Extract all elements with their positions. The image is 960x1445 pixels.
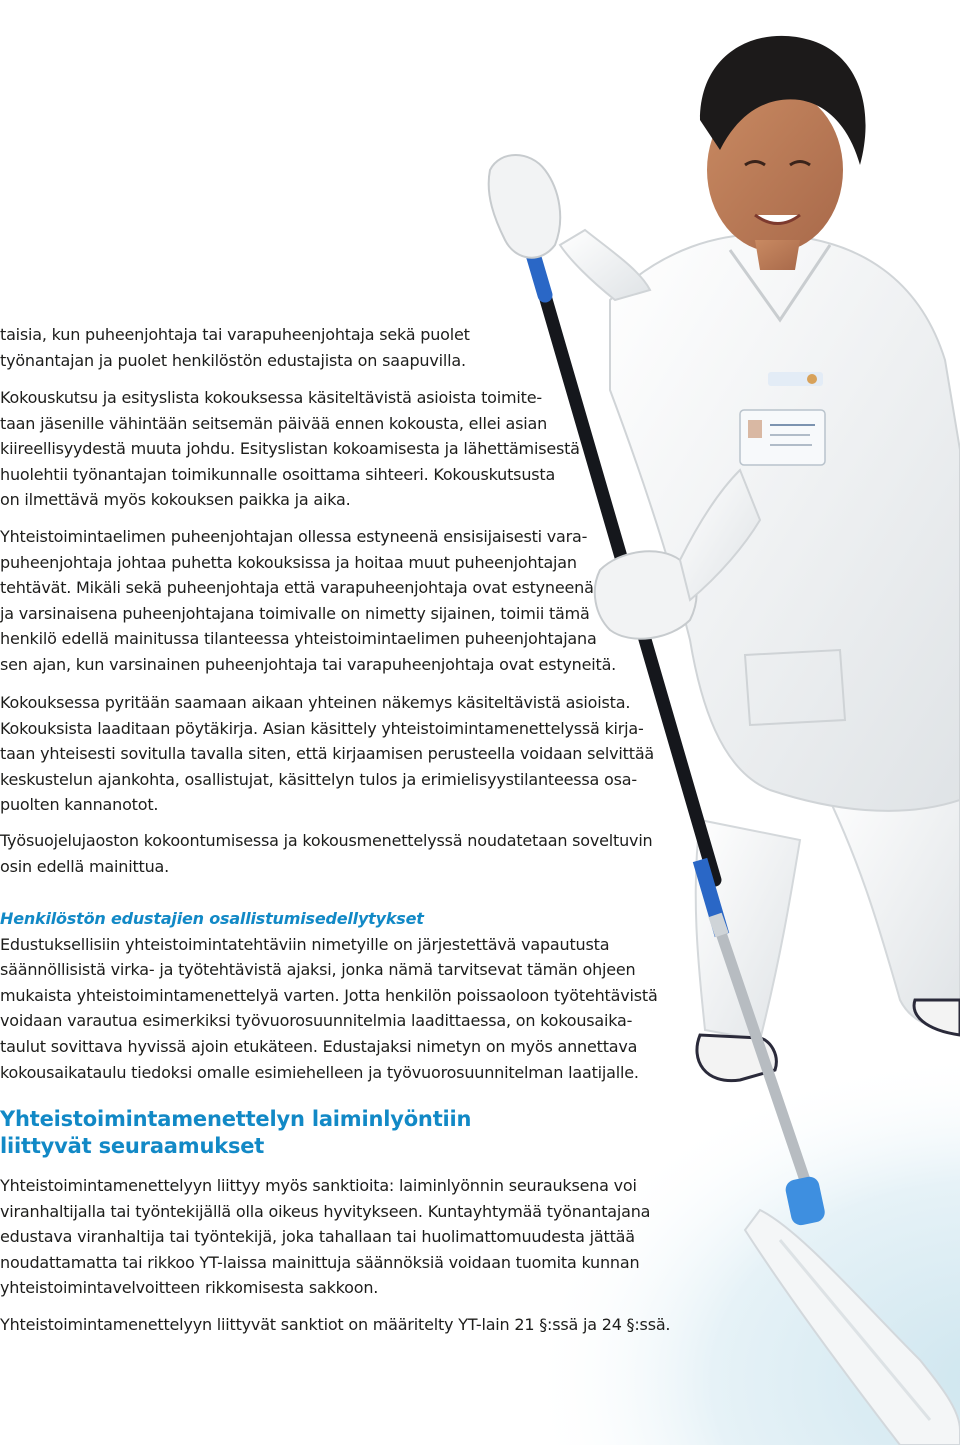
text-line: yhteistoimintavelvoitteen rikkomisesta sakkoon. <box>0 1278 379 1298</box>
text-line: taan yhteisesti sovitulla tavalla siten, että kirjaamisen perusteella voidaan selvittää <box>0 744 655 764</box>
text-line: edustava viranhaltija tai työntekijä, joka tahallaan tai huolimattomuudesta jättää <box>0 1227 635 1247</box>
text-line: Yhteistoimintamenettelyyn liittyvät sanktiot on määritelty YT-lain 21 §:ssä ja 24 §:ssä. <box>0 1315 671 1334</box>
text-line: Kokouskutsu ja esityslista kokouksessa käsiteltävistä asioista toimite- <box>0 388 542 407</box>
paragraph-4 <box>0 690 655 818</box>
text-line: henkilö edellä mainitussa tilanteessa yhteistoimintaelimen puheenjohtajana <box>0 629 597 649</box>
text-line: sen ajan, kun varsinainen puheenjohtaja tai varapuheenjohtaja ovat estyneitä. <box>0 654 617 674</box>
text-line: mukaista yhteistoimintamenettelyä varten. Jotta henkilön poissaoloon työtehtävistä <box>0 985 658 1005</box>
text-line: keskustelun ajankohta, osallistujat, käsittelyn tulos ja erimielisyystilanteessa osa- <box>0 769 637 789</box>
paragraph-7 <box>0 1173 651 1301</box>
text-line: Yhteistoimintaelimen puheenjohtajan ollessa estyneenä ensisijaisesti vara- <box>0 527 588 546</box>
text-line: Kokouksessa pyritään saamaan aikaan yhteinen näkemys käsiteltävistä asioista. <box>0 693 631 712</box>
paragraph-3 <box>0 524 640 678</box>
text-line: voidaan varautua esimerkiksi työvuorosuunnitelmia laadittaessa, on kokousaika- <box>0 1011 633 1031</box>
text-line: taulut sovittava hyvissä ajoin etukäteen. Edustajaksi nimetyn on myös annettava <box>0 1036 638 1056</box>
text-line: Kokouksista laaditaan pöytäkirja. Asian käsittely yhteistoimintamenettelyssä kirja- <box>0 718 644 738</box>
paragraph-8 <box>0 1312 671 1338</box>
subheading: Henkilöstön edustajien osallistumisedellytykset <box>0 909 424 928</box>
section-heading <box>0 1106 640 1160</box>
paragraph-2 <box>0 385 640 513</box>
text-line: huolehtii työnantajan toimikunnalle osoittama sihteeri. Kokouskutsusta <box>0 464 556 484</box>
text-line: kokousaikataulu tiedoksi omalle esimiehelleen ja työvuorosuunnitelman laatijalle. <box>0 1062 639 1082</box>
text-line: puolten kannanotot. <box>0 795 159 815</box>
text-line: Työsuojelujaoston kokoontumisessa ja kokousmenettelyssä noudatetaan soveltuvin <box>0 831 653 850</box>
text-line: Yhteistoimintamenettelyyn liittyy myös sanktioita: laiminlyönnin seurauksena voi <box>0 1176 637 1195</box>
heading-line: Yhteistoimintamenettelyn laiminlyöntiin <box>0 1107 472 1131</box>
text-line: taan jäsenille vähintään seitsemän päivää ennen kokousta, ellei asian <box>0 413 548 433</box>
heading-line: liittyvät seuraamukset <box>0 1134 265 1158</box>
paragraph-1 <box>0 322 640 373</box>
text-line: osin edellä mainittua. <box>0 856 170 876</box>
text-line: puheenjohtaja johtaa puhetta kokouksissa ja hoitaa muut puheenjohtajan <box>0 552 577 572</box>
text-line: taisia, kun puheenjohtaja tai varapuheenjohtaja sekä puolet <box>0 325 470 344</box>
text-line: työnantajan ja puolet henkilöstön edustajista on saapuvilla. <box>0 350 466 370</box>
text-line: ja varsinaisena puheenjohtajana toimivalle on nimetty sijainen, toimii tämä <box>0 603 590 623</box>
text-line: noudattamatta tai rikkoo YT-laissa mainittuja säännöksiä voidaan tuomita kunnan <box>0 1252 640 1272</box>
text-line: viranhaltijalla tai työntekijällä olla oikeus hyvitykseen. Kuntayhtymää työnantajana <box>0 1201 651 1221</box>
section-participation <box>0 906 658 1085</box>
text-line: on ilmettävä myös kokouksen paikka ja aika. <box>0 490 351 510</box>
paragraph-5 <box>0 828 653 879</box>
text-line: tehtävät. Mikäli sekä puheenjohtaja että varapuheenjohtaja ovat estyneenä <box>0 578 594 598</box>
text-line: kiireellisyydestä muuta johdu. Esityslistan kokoamisesta ja lähettämisestä <box>0 439 580 459</box>
text-line: Edustuksellisiin yhteistoimintatehtäviin nimetyille on järjestettävä vapautusta <box>0 934 610 954</box>
text-line: säännöllisistä virka- ja työtehtävistä ajaksi, jonka nämä tarvitsevat tämän ohjeen <box>0 960 636 980</box>
